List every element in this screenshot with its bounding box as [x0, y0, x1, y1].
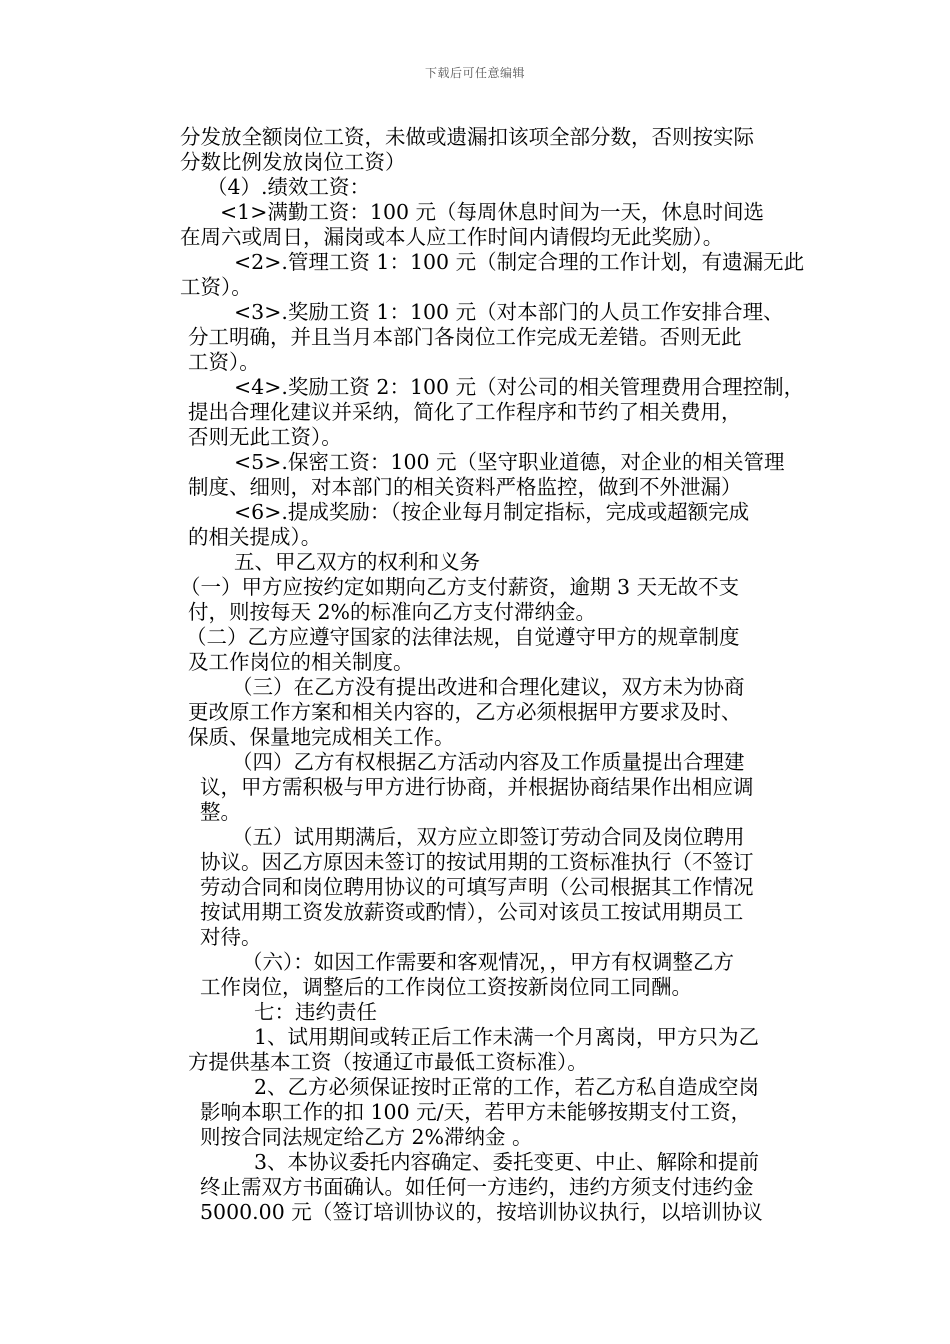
text-line: 在周六或周日，漏岗或本人应工作时间内请假均无此奖励）。 — [180, 225, 724, 249]
text-line: 分发放全额岗位工资，未做或遗漏扣该项全部分数，否则按实际 — [180, 125, 754, 149]
section-heading: 五、甲乙双方的权利和义务 — [234, 550, 480, 574]
text-line: 整。 — [200, 800, 241, 824]
text-line: 付，则按每天 2%的标准向乙方支付滞纳金。 — [188, 600, 597, 624]
text-line: （一）甲方应按约定如期向乙方支付薪资，逾期 3 天无故不支 — [180, 575, 740, 599]
text-line: <1>满勤工资：100 元（每周休息时间为一天，休息时间选 — [220, 200, 765, 224]
text-line: 劳动合同和岗位聘用协议的可填写声明（公司根据其工作情况 — [200, 875, 754, 899]
text-line: <6>.提成奖励：（按企业每月制定指标，完成或超额完成 — [234, 500, 750, 524]
text-line: <2>.管理工资 1：100 元（制定合理的工作计划，有遗漏无此 — [234, 250, 805, 274]
text-line: （4）.绩效工资： — [207, 175, 371, 199]
text-line: 工作岗位，调整后的工作岗位工资按新岗位同工同酬。 — [200, 975, 692, 999]
text-line: 保质、保量地完成相关工作。 — [188, 725, 455, 749]
text-line: 1、试用期间或转正后工作未满一个月离岗，甲方只为乙 — [254, 1025, 760, 1049]
text-line: 更改原工作方案和相关内容的，乙方必须根据甲方要求及时、 — [188, 700, 742, 724]
text-line: 影响本职工作的扣 100 元/天，若甲方未能够按期支付工资， — [200, 1100, 752, 1124]
text-line: 制度、细则，对本部门的相关资料严格监控，做到不外泄漏） — [188, 475, 742, 499]
text-line: 分数比例发放岗位工资） — [180, 150, 406, 174]
text-line: （五）试用期满后，双方应立即签订劳动合同及岗位聘用 — [232, 825, 745, 849]
text-line: 分工明确，并且当月本部门各岗位工作完成无差错。否则无此 — [188, 325, 742, 349]
text-line: 工资）。 — [180, 275, 252, 299]
text-line: 则按合同法规定给乙方 2%滞纳金 。 — [200, 1125, 533, 1149]
text-line: 否则无此工资）。 — [188, 425, 342, 449]
text-line: 3、本协议委托内容确定、委托变更、中止、解除和提前 — [254, 1150, 760, 1174]
text-line: 5000.00 元（签订培训协议的，按培训协议执行，以培训协议 — [200, 1200, 763, 1224]
text-line: 方提供基本工资（按通辽市最低工资标准）。 — [188, 1050, 588, 1074]
text-line: 工资）。 — [188, 350, 260, 374]
section-heading: 七：违约责任 — [254, 1000, 377, 1024]
text-line: 对待。 — [200, 925, 262, 949]
text-line: <5>.保密工资：100 元（坚守职业道德，对企业的相关管理 — [234, 450, 785, 474]
text-line: 提出合理化建议并采纳，简化了工作程序和节约了相关费用， — [188, 400, 742, 424]
text-line: 按试用期工资发放薪资或酌情），公司对该员工按试用期员工 — [200, 900, 744, 924]
text-line: （三）在乙方没有提出改进和合理化建议，双方未为协商 — [232, 675, 745, 699]
text-line: 协议。因乙方原因未签订的按试用期的工资标准执行（不签订 — [200, 850, 754, 874]
text-line: 议，甲方需积极与甲方进行协商，并根据协商结果作出相应调 — [200, 775, 754, 799]
text-line: （四）乙方有权根据乙方活动内容及工作质量提出合理建 — [232, 750, 745, 774]
text-line: （六）：如因工作需要和客观情况，，甲方有权调整乙方 — [242, 950, 734, 974]
text-line: 2、乙方必须保证按时正常的工作，若乙方私自造成空岗 — [254, 1075, 760, 1099]
text-line: 的相关提成）。 — [188, 525, 322, 549]
page-header: 下载后可任意编辑 — [424, 66, 525, 80]
text-line: <3>.奖励工资 1：100 元（对本部门的人员工作安排合理、 — [234, 300, 784, 324]
text-line: （二）乙方应遵守国家的法律法规，自觉遵守甲方的规章制度 — [186, 625, 740, 649]
text-line: 终止需双方书面确认。如任何一方违约，违约方须支付违约金 — [200, 1175, 754, 1199]
text-line: 及工作岗位的相关制度。 — [188, 650, 414, 674]
text-line: <4>.奖励工资 2：100 元（对公司的相关管理费用合理控制， — [234, 375, 805, 399]
